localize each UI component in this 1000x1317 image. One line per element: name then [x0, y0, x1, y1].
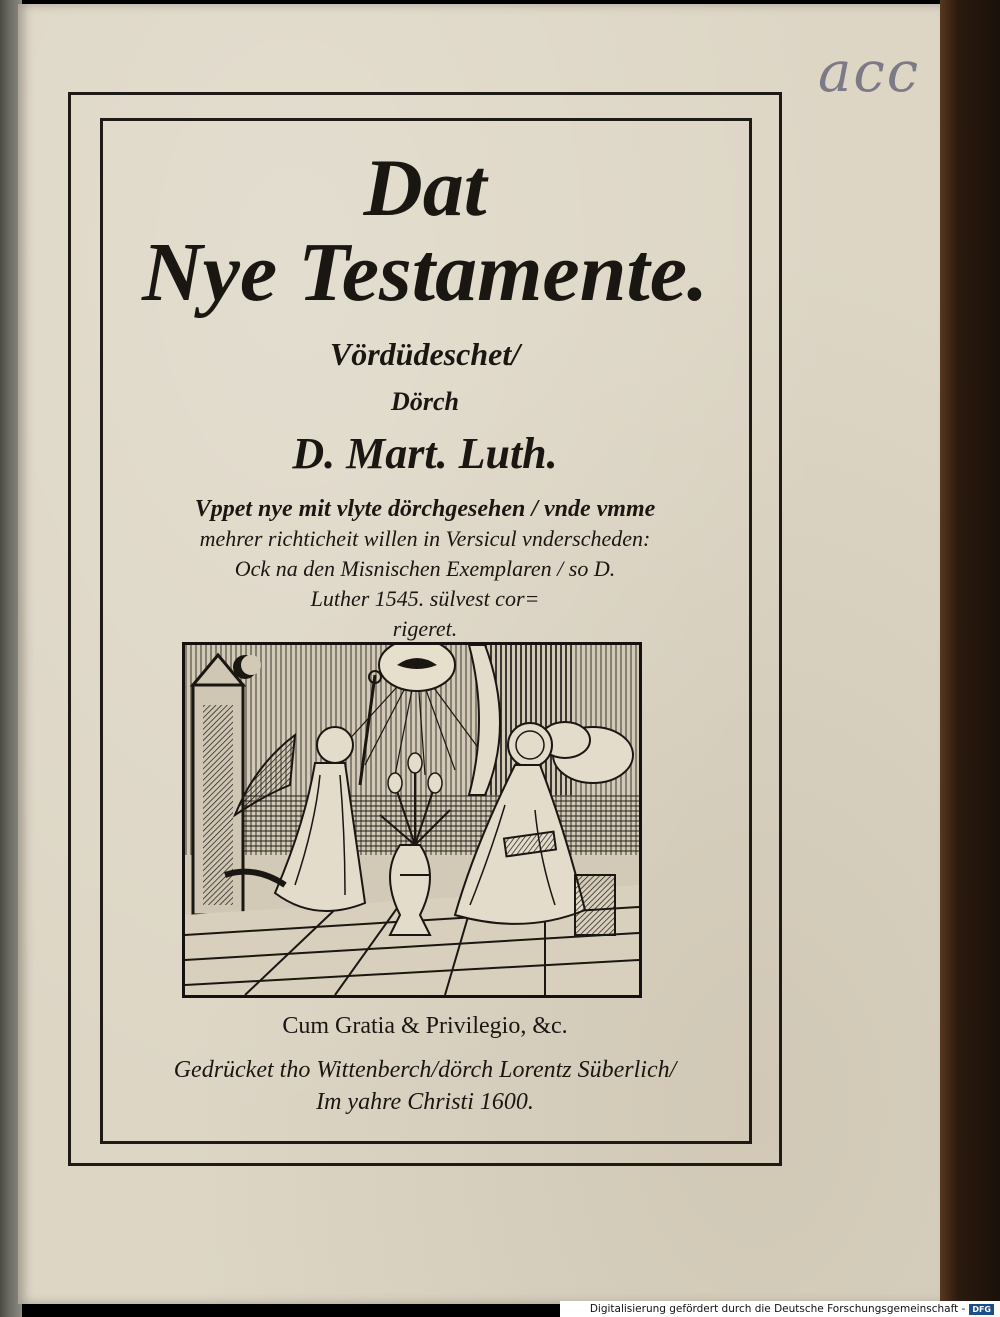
pencil-annotation: acc — [818, 40, 921, 105]
credit-text: Digitalisierung gefördert durch die Deutsche Forschungsgemeinschaft - — [589, 1303, 966, 1315]
imprint-line-2: Im yahre Christi 1600. — [316, 1089, 534, 1115]
description-line: Luther 1545. sülvest cor= — [310, 586, 540, 611]
description-line: rigeret. — [392, 616, 458, 641]
description-line: Vppet nye mit vlyte dörchgesehen / vnde vmme — [194, 496, 656, 522]
description-line: Ock na den Misnischen Exemplaren / so D. — [234, 556, 616, 581]
title-line-2: Nye Testamente. — [141, 226, 709, 319]
privilege-line: Cum Gratia & Privilegio, &c. — [282, 1013, 568, 1039]
author-name: D. Mart. Luth. — [292, 429, 558, 478]
digitization-credit — [560, 1301, 1000, 1317]
description-line: mehrer richticheit willen in Versicul vnderscheden: — [199, 526, 651, 551]
annunciation-woodcut — [182, 642, 642, 998]
imprint-line-1: Gedrücket tho Wittenberch/dörch Lorentz Süberlich/ — [173, 1057, 677, 1083]
woodcut-illustration — [185, 645, 639, 995]
subtitle-by: Dörch — [391, 387, 459, 416]
title-line-1: Dat — [363, 142, 487, 233]
subtitle-translated: Vördüdeschet/ — [329, 336, 521, 372]
title-page-content — [104, 122, 746, 1138]
book-cover-edge — [940, 0, 1000, 1317]
dfg-logo-icon: DFG — [969, 1304, 994, 1315]
description-block — [104, 494, 746, 644]
